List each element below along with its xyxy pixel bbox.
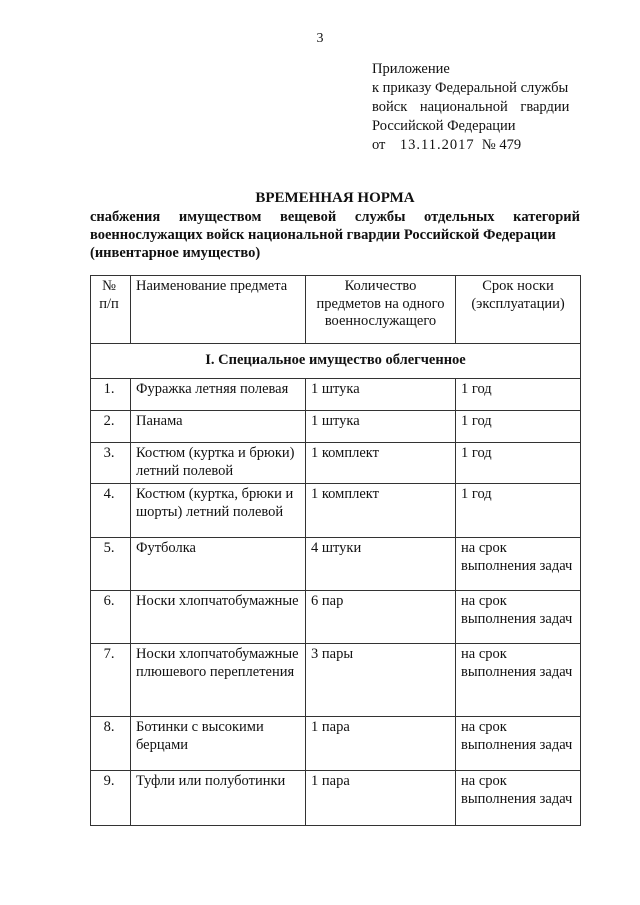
document-title: ВРЕМЕННАЯ НОРМА [255,190,415,206]
cell-name: Фуражка летняя полевая [131,379,306,411]
cell-name: Ботинки с высокими берцами [131,717,306,771]
cell-name: Туфли или полуботинки [131,771,306,826]
table-row [91,538,581,591]
appendix-line: Российской Федерации [372,118,516,134]
cell-quantity: 1 штука [306,411,456,443]
appendix-line: Приложение [372,61,450,77]
table-row [91,484,581,538]
cell-name: Костюм (куртка, брюки и шорты) летний полевой [131,484,306,538]
cell-term: 1 год [456,411,581,443]
cell-term: на срок выполнения задач [456,591,581,644]
cell-name: Футболка [131,538,306,591]
cell-num: 2. [91,411,131,443]
table-row [91,379,581,411]
cell-quantity: 1 штука [306,379,456,411]
cell-num: 5. [91,538,131,591]
cell-term: на срок выполнения задач [456,644,581,717]
appendix-date-line [372,136,580,155]
cell-num: 9. [91,771,131,826]
header-term: Срок носки (эксплуатации) [456,276,581,344]
table-row [91,443,581,484]
cell-num: 6. [91,591,131,644]
cell-num: 1. [91,379,131,411]
appendix-block [372,60,580,155]
cell-term: 1 год [456,443,581,484]
page-number: 3 [316,31,324,46]
cell-num: 4. [91,484,131,538]
order-number: 479 [499,137,522,153]
cell-quantity: 4 штуки [306,538,456,591]
header-name: Наименование предмета [131,276,306,344]
cell-term: на срок выполнения задач [456,771,581,826]
cell-name: Носки хлопчатобумажные [131,591,306,644]
number-prefix: № [481,137,496,153]
cell-quantity: 1 комплект [306,443,456,484]
cell-term: 1 год [456,379,581,411]
cell-num: 8. [91,717,131,771]
cell-name: Панама [131,411,306,443]
appendix-line: к приказу Федеральной службы [372,80,569,96]
document-subtitle [90,208,580,262]
section-title: I. Специальное имущество облегченное [91,344,581,379]
cell-term: на срок выполнения задач [456,538,581,591]
appendix-line: войск национальной гвардии [372,99,570,115]
cell-num: 7. [91,644,131,717]
cell-name: Носки хлопчатобумажные плюшевого переплетения [131,644,306,717]
table-row [91,717,581,771]
table-header-row [91,276,581,344]
table-row [91,771,581,826]
header-number: № п/п [91,276,131,344]
cell-quantity: 1 комплект [306,484,456,538]
subtitle-line: военнослужащих войск национальной гвардии Российской Федерации [90,227,556,243]
cell-num: 3. [91,443,131,484]
cell-quantity: 3 пары [306,644,456,717]
section-row [91,344,581,379]
cell-quantity: 1 пара [306,771,456,826]
subtitle-line: (инвентарное имущество) [90,245,261,261]
cell-quantity: 6 пар [306,591,456,644]
table-row [91,411,581,443]
cell-term: 1 год [456,484,581,538]
order-date: 13.11.2017 [399,137,475,153]
table-row [91,591,581,644]
subtitle-line: снабжения имуществом вещевой службы отдельных категорий [90,209,580,225]
cell-quantity: 1 пара [306,717,456,771]
table-row [91,644,581,717]
cell-name: Костюм (куртка и брюки) летний полевой [131,443,306,484]
date-prefix: от [372,137,386,153]
norms-table [90,275,581,826]
cell-term: на срок выполнения задач [456,717,581,771]
header-quantity: Количество предметов на одного военнослужащего [306,276,456,344]
